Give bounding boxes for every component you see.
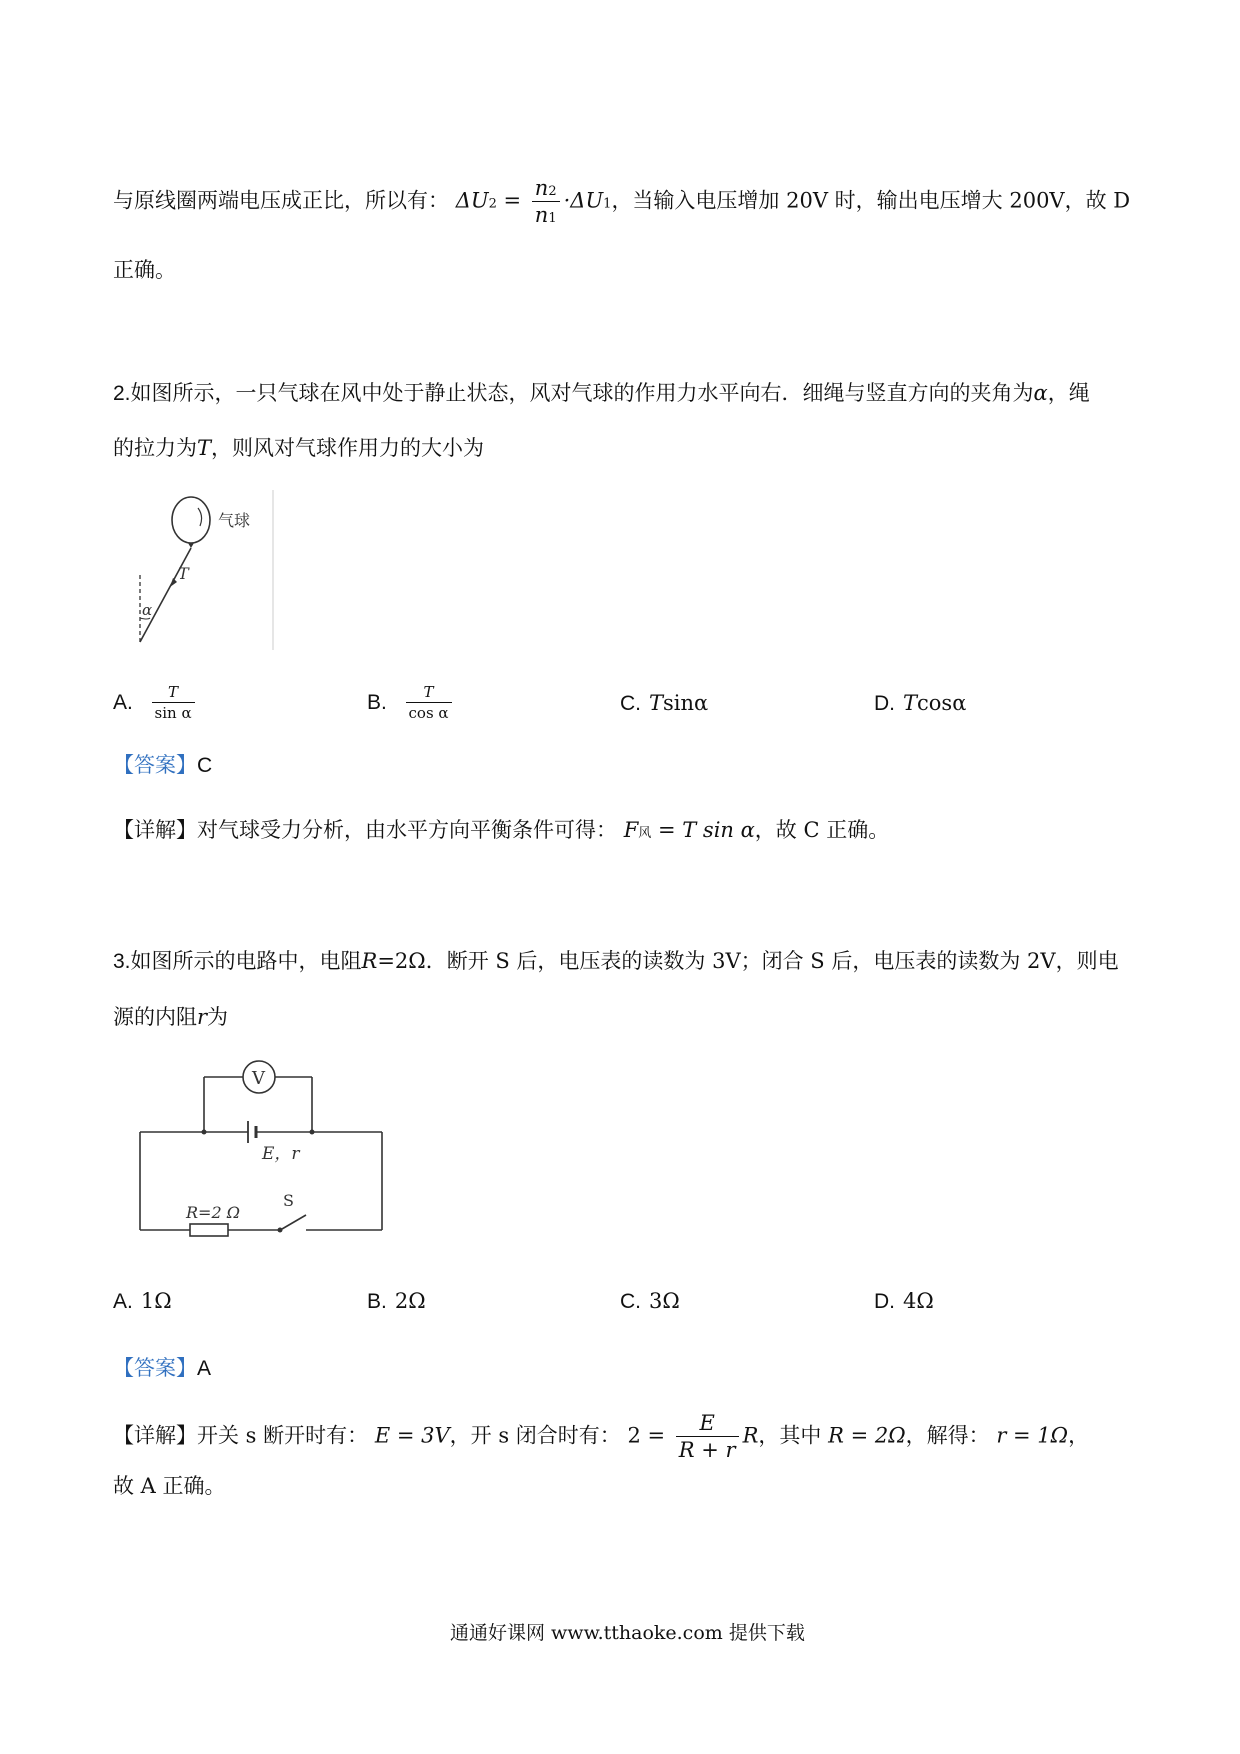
q3-option-d[interactable]: D. 4Ω: [874, 1289, 934, 1313]
resistor-icon: [190, 1224, 228, 1236]
p1-line2: 正确。: [113, 258, 176, 282]
q2-option-d[interactable]: D. Tcosα: [874, 691, 967, 715]
p1-formula-rhs-sub: 1: [603, 196, 612, 212]
q3-option-a[interactable]: A. 1Ω: [113, 1289, 172, 1313]
q2-answer: 【答案】C: [113, 753, 213, 777]
voltmeter-label: V: [252, 1068, 265, 1089]
q3-option-b[interactable]: B. 2Ω: [367, 1289, 426, 1313]
q3-stem-line1: 3.如图所示的电路中，电阻R=2Ω．断开 S 后，电压表的读数为 3V；闭合 S 后，电压表的读数为 2V，则电: [113, 949, 1119, 973]
q2-option-b[interactable]: B. $\frac{T}{\text{cos α}}$: [367, 685, 456, 721]
p1-formula-rhs: ·ΔU: [563, 188, 604, 213]
switch-label: S: [283, 1191, 294, 1210]
q2-stem-line1: 2.如图所示，一只气球在风中处于静止状态，风对气球的作用力水平向右．细绳与竖直方向的夹角为α，绳: [113, 381, 1090, 405]
rope-tension-label: T: [178, 564, 189, 583]
q2-detail: 【详解】对气球受力分析，由水平方向平衡条件可得： F风 = T sin α，故 C 正确。: [113, 818, 890, 842]
page-footer: 通通好课网 www.tthaoke.com 提供下载: [450, 1622, 805, 1644]
switch-icon: [282, 1215, 306, 1229]
balloon-icon: [172, 497, 210, 543]
q2-option-c[interactable]: C. Tsinα: [620, 691, 709, 715]
p1-formula-lhs: ΔU: [455, 188, 489, 213]
balloon-label: 气球: [218, 511, 251, 530]
q3-detail: 【详解】开关 s 断开时有： E = 3V，开 s 闭合时有： 2 = $\frac{E}{R + r}$ R，其中 R = 2Ω，解得： r = 1Ω，: [113, 1411, 1090, 1462]
p1-suffix: ，当输入电压增加 20V 时，输出电压增大 200V，故 D: [611, 188, 1131, 213]
p1-line1: 与原线圈两端电压成正比，所以有： ΔU2 = $\frac{n2}{n1}$ ·ΔU1，当输入电压增加 20V 时，输出电压增大 200V，故 D: [113, 176, 1131, 227]
q3-stem-line2: 源的内阻r为: [113, 1005, 229, 1029]
q3-detail-line2: 故 A 正确。: [113, 1474, 226, 1498]
p1-prefix: 与原线圈两端电压成正比，所以有：: [113, 188, 449, 213]
battery-label: E，r: [262, 1144, 300, 1164]
q2-option-a[interactable]: A. $\frac{T}{\text{sin α}}$: [113, 685, 199, 721]
p1-formula-fraction: $\frac{n2}{n1}$: [532, 178, 560, 226]
resistor-label: R=2 Ω: [186, 1203, 240, 1222]
circuit-figure: [130, 1055, 400, 1245]
balloon-figure: [128, 490, 274, 650]
q3-option-c[interactable]: C. 3Ω: [620, 1289, 680, 1313]
angle-label: α: [142, 601, 153, 619]
q2-stem-line2: 的拉力为T，则风对气球作用力的大小为: [113, 436, 485, 460]
p1-formula-lhs-sub: 2: [488, 196, 497, 212]
q3-answer: 【答案】A: [113, 1356, 212, 1380]
